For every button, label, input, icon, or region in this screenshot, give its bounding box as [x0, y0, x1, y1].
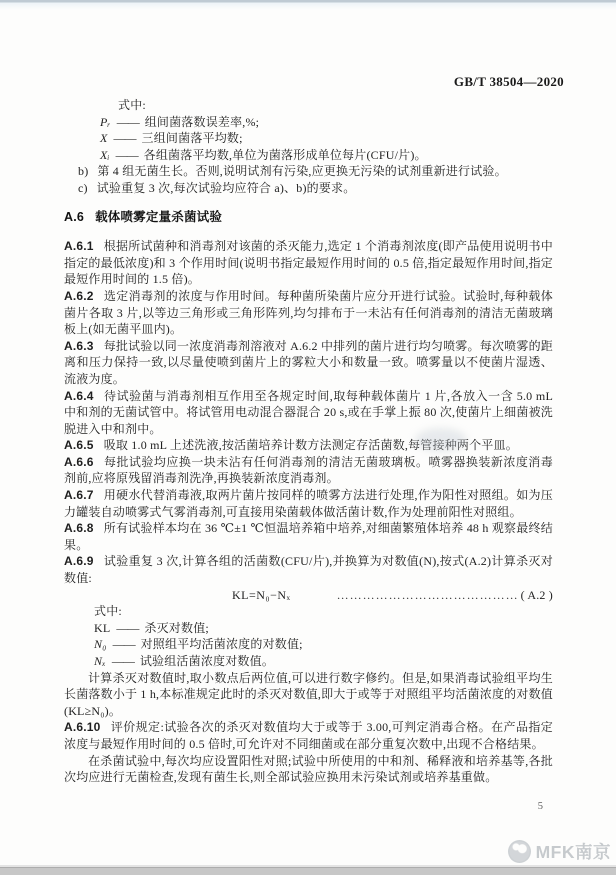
symbol: N₀ — [94, 637, 107, 652]
clause-text: 选定消毒剂的浓度与作用时间。每种菌所染菌片应分开进行试验。试验时,每种载体菌片各取 3 片,以等边三角形或三角形阵列,均匀排布于一未沾有任何消毒剂的清洁无菌玻璃板上(如无菌平皿内)。 — [64, 288, 553, 337]
clause-number: A.6.3 — [64, 338, 94, 353]
symbol-definition — [64, 114, 553, 131]
symbol: Nₓ — [94, 654, 106, 668]
clause-a6-4 — [64, 388, 553, 438]
clause-a6-8 — [64, 520, 553, 553]
watermark — [508, 839, 611, 864]
list-item-c — [64, 180, 553, 197]
symbol-definition — [64, 653, 553, 670]
clause-text: 每批试验均应换一块未沾有任何消毒剂的清洁无菌玻璃板。喷雾器换装新浓度消毒剂前,应将原残留消毒剂洗净,再换装新浓度消毒剂。 — [64, 454, 553, 486]
clause-text: 评价规定:试验各次的杀灭对数值均大于或等于 3.00,可判定消毒合格。在产品指定浓度与最短作用时间的 0.5 倍时,可允许对不同细菌或在部分重复次数中,出现不合格结果。 — [64, 720, 553, 751]
definition-text: 各组菌落平均数,单位为菌落形成单位每片(CFU/片)。 — [143, 147, 427, 162]
page-content — [64, 97, 553, 786]
section-number: A.6 — [64, 209, 85, 224]
watermark-logo-icon — [508, 840, 531, 863]
page-number: 5 — [537, 801, 543, 812]
clause-number: A.6.2 — [64, 288, 94, 303]
definition-dash: —— — [116, 114, 139, 129]
symbol-definition — [64, 130, 553, 147]
symbol: Pᵣ — [100, 114, 111, 129]
standard-number: GB/T 38504—2020 — [453, 74, 564, 89]
section-heading — [64, 209, 553, 226]
definition-dash: —— — [115, 147, 138, 162]
paragraph-rounding-rule: 计算杀灭对数值时,取小数点后两位值,可以进行数字修约。但是,如果消毒试验组平均生长菌落数小于 1 h,本标准规定此时的杀灭对数值,即大于或等于对照组平均活菌浓度的对数值(KL≥N₀)。 — [64, 670, 553, 718]
clause-number: A.6.4 — [64, 388, 94, 403]
list-item-text: 第 4 组无菌生长。否则,说明试剂有污染,应更换无污染的试剂重新进行试验。 — [97, 164, 507, 179]
clause-text: 待试验菌与消毒剂相互作用至各规定时间,取每种载体菌片 1 片,各放入一含 5.0 mL 中和剂的无菌试管中。将试管用电动混合器混合 20 s,或在手掌上振 80 次,使菌片上细菌被洗脱进入中和剂中。 — [64, 388, 553, 436]
list-item-text: 试验重复 3 次,每次试验均应符合 a)、b)的要求。 — [96, 180, 356, 195]
symbol: X — [100, 131, 108, 146]
symbol: KL — [94, 620, 111, 635]
where-label: 式中: — [94, 604, 122, 619]
clause-text: 试验重复 3 次,计算各组的活菌数(CFU/片),并换算为对数值(N),按式(A.2)计算杀灭对数值: — [64, 554, 553, 586]
clause-text: 每批试验以同一浓度消毒剂溶液对 A.6.2 中排列的菌片进行均匀喷雾。每次喷雾的距离和压力保持一致,以尽量使喷到菌片上的雾粒大小和数量一致。喷雾量以不使菌片湿透、流液为度。 — [64, 338, 553, 386]
scan-bottom-bar — [0, 867, 616, 875]
definition-dash: —— — [116, 620, 139, 635]
clause-a6-1 — [64, 238, 553, 288]
clause-text: 根据所试菌种和消毒剂对该菌的杀灭能力,选定 1 个消毒剂浓度(即产品使用说明书中指定的最低浓度)和 3 个作用时间(说明书指定最短作用时间的 0.5 倍,指定最短作用时间,指定最短作用时间的 1.5 倍)。 — [64, 239, 553, 287]
clause-a6-2 — [64, 288, 553, 338]
definition-dash: —— — [111, 654, 134, 668]
clause-a6-10 — [64, 719, 553, 752]
formula-tag: ( A.2 ) — [520, 587, 553, 602]
where-label: 式中: — [118, 98, 146, 112]
list-item-label: b) — [78, 164, 89, 179]
paragraph-closing: 在杀菌试验中,每次均应设置阳性对照;试验中所使用的中和剂、稀释液和培养基等,各批次均应进行无菌检查,发现有菌生长,则全部试验应换用未污染试剂或培养基重做。 — [64, 753, 553, 785]
symbol-definition — [64, 620, 553, 637]
clause-a6-5 — [64, 437, 553, 454]
definition-text: 杀灭对数值; — [144, 620, 209, 635]
scan-smudge — [415, 428, 467, 452]
list-item-b — [64, 163, 553, 180]
definition-text: 三组间菌落平均数; — [141, 131, 243, 146]
symbol-key-formula — [64, 603, 553, 669]
definition-text: 试验组活菌浓度对数值。 — [139, 654, 275, 668]
definition-text: 组间菌落数误差率,%; — [144, 114, 260, 129]
symbol: Xᵢ — [100, 147, 110, 162]
definition-dash: —— — [113, 131, 136, 146]
section-title: 载体喷雾定量杀菌试验 — [95, 209, 223, 224]
clause-a6-6 — [64, 454, 553, 487]
formula-dot-leader: …………………………………… — [336, 587, 519, 602]
clause-number: A.6.6 — [64, 454, 94, 469]
definition-text: 对照组平均活菌浓度的对数值; — [140, 637, 303, 652]
scan-top-edge — [0, 0, 616, 10]
clause-text: 用硬水代替消毒液,取两片菌片按同样的喷雾方法进行处理,作为阳性对照组。如为压力罐装自动喷雾式气雾消毒剂,可直接用染菌载体做活菌计数,作为处理前阳性对照组。 — [64, 488, 553, 519]
clause-number: A.6.8 — [64, 521, 94, 536]
clause-a6-3 — [64, 338, 553, 388]
symbol-definition — [64, 147, 553, 164]
formula-a2 — [64, 587, 553, 604]
clause-number: A.6.10 — [64, 720, 101, 735]
formula-body: KL=N₀−Nₓ — [232, 587, 291, 602]
clause-a6-9 — [64, 553, 553, 586]
list-item-label: c) — [78, 180, 88, 195]
symbol-definition — [64, 636, 553, 653]
clause-number: A.6.7 — [64, 488, 94, 503]
clause-number: A.6.9 — [64, 554, 94, 569]
definition-dash: —— — [112, 637, 135, 652]
clause-text: 吸取 1.0 mL 上述洗液,按活菌培养计数方法测定存活菌数,每管接种两个平皿。 — [103, 438, 518, 453]
symbol-key-top — [64, 97, 553, 163]
clause-a6-7 — [64, 487, 553, 520]
clause-text: 所有试验样本均在 36 ℃±1 ℃恒温培养箱中培养,对细菌繁殖体培养 48 h 观察最终结果。 — [64, 521, 553, 552]
clause-number: A.6.1 — [64, 239, 94, 254]
clause-number: A.6.5 — [64, 438, 94, 453]
watermark-text: MFK南京 — [535, 842, 611, 862]
